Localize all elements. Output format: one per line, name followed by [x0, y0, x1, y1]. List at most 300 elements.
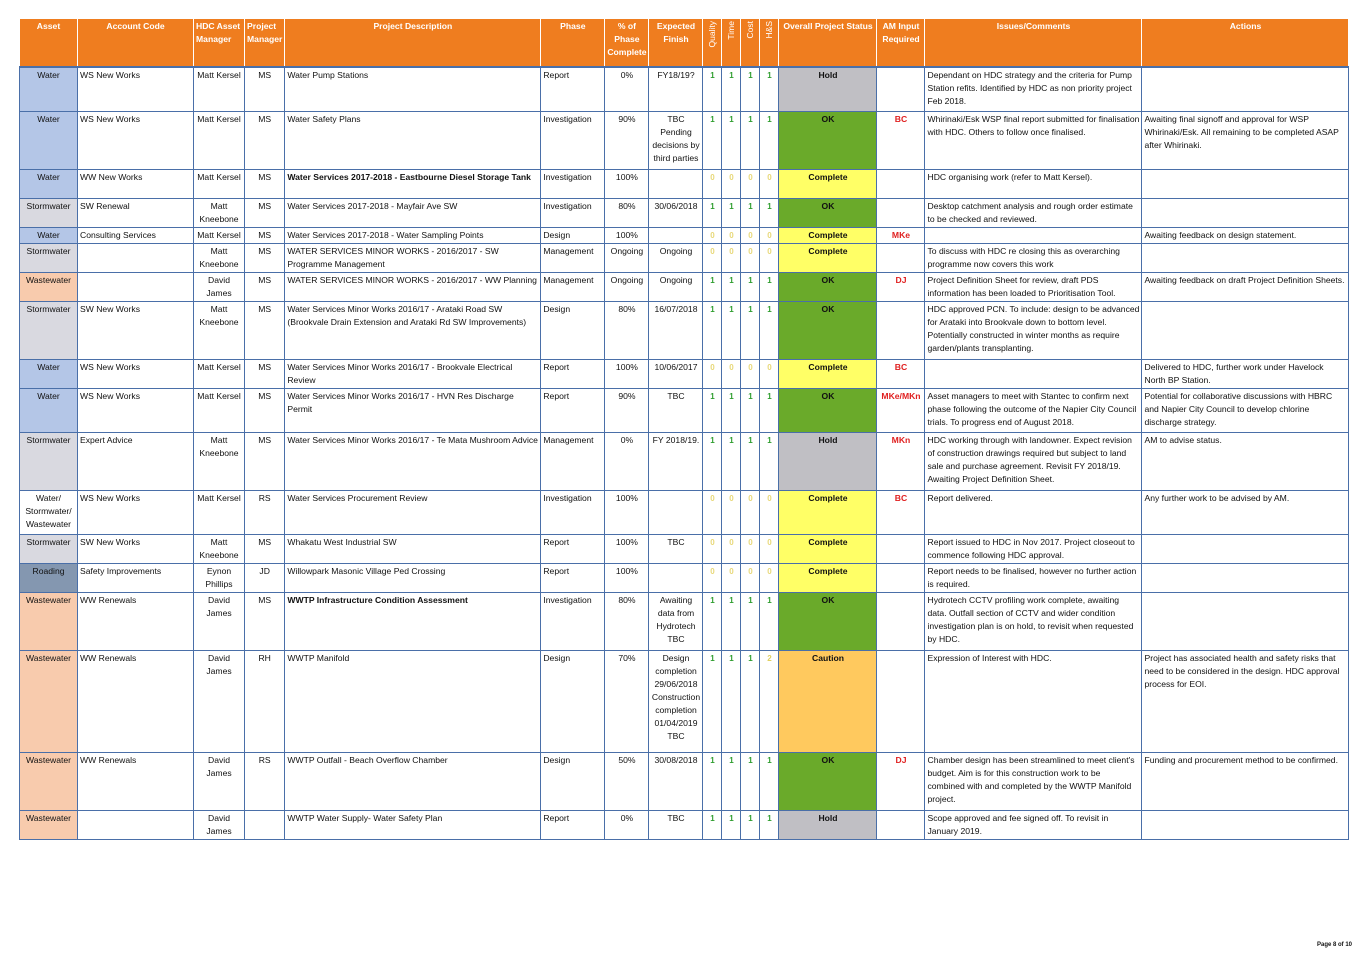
- phase-complete-cell: Ongoing: [605, 272, 649, 301]
- cost-score: 1: [741, 111, 760, 169]
- asset-cell: Water: [20, 111, 78, 169]
- account-code-cell: [78, 810, 194, 839]
- phase-complete-cell: 100%: [605, 490, 649, 534]
- hdc-asset-manager-cell: Matt Kneebone: [194, 243, 245, 272]
- am-input-cell: [877, 198, 925, 227]
- table-row: [20, 301, 1349, 359]
- hs-score: 0: [760, 563, 779, 592]
- table-row: [20, 198, 1349, 227]
- actions-cell: [1142, 534, 1349, 563]
- issues-cell: HDC working through with landowner. Expect revision of construction drawings required but subject to land sale and purchase agreement. Revisit FY 2018/19. Awaiting Project Definition Sheet.: [925, 432, 1142, 490]
- account-code-cell: Consulting Services: [78, 227, 194, 243]
- hdc-asset-manager-cell: Matt Kersel: [194, 169, 245, 198]
- overall-status-cell: Complete: [779, 490, 877, 534]
- header-project-manager: Project Manager: [245, 19, 285, 68]
- asset-cell: Water: [20, 169, 78, 198]
- project-manager-cell: MS: [245, 388, 285, 432]
- project-description-cell: Water Services 2017-2018 - Mayfair Ave SW: [285, 198, 541, 227]
- project-manager-cell: [245, 810, 285, 839]
- cost-score: 1: [741, 198, 760, 227]
- phase-complete-cell: 100%: [605, 359, 649, 388]
- phase-cell: Design: [541, 227, 605, 243]
- expected-finish-cell: TBC: [649, 534, 703, 563]
- hdc-asset-manager-cell: Matt Kneebone: [194, 432, 245, 490]
- project-description-cell: Water Services Minor Works 2016/17 - Brookvale Electrical Review: [285, 359, 541, 388]
- phase-cell: Investigation: [541, 592, 605, 650]
- table-row: [20, 67, 1349, 111]
- hs-score: 1: [760, 301, 779, 359]
- quality-score: 1: [703, 432, 722, 490]
- phase-cell: Report: [541, 810, 605, 839]
- am-input-cell: BC: [877, 359, 925, 388]
- asset-cell: Stormwater: [20, 243, 78, 272]
- header-cost: [741, 19, 760, 68]
- expected-finish-cell: Design completion 29/06/2018 Construction completion 01/04/2019 TBC: [649, 650, 703, 752]
- actions-cell: Potential for collaborative discussions with HBRC and Napier City Council to develop chlorine discharge strategy.: [1142, 388, 1349, 432]
- overall-status-cell: Caution: [779, 650, 877, 752]
- project-manager-cell: RS: [245, 752, 285, 810]
- account-code-cell: [78, 243, 194, 272]
- hs-score: 0: [760, 243, 779, 272]
- account-code-cell: SW Renewal: [78, 198, 194, 227]
- am-input-cell: BC: [877, 111, 925, 169]
- phase-complete-cell: 70%: [605, 650, 649, 752]
- project-description-cell: Water Pump Stations: [285, 67, 541, 111]
- table-row: [20, 359, 1349, 388]
- hdc-asset-manager-cell: Matt Kersel: [194, 227, 245, 243]
- time-score: 0: [722, 169, 741, 198]
- expected-finish-cell: 16/07/2018: [649, 301, 703, 359]
- hs-score: 1: [760, 67, 779, 111]
- asset-cell: Water: [20, 227, 78, 243]
- hdc-asset-manager-cell: David James: [194, 752, 245, 810]
- am-input-cell: [877, 592, 925, 650]
- quality-score: 0: [703, 490, 722, 534]
- issues-cell: Dependant on HDC strategy and the criteria for Pump Station refits. Identified by HDC as non priority project Feb 2018.: [925, 67, 1142, 111]
- phase-complete-cell: 100%: [605, 563, 649, 592]
- issues-cell: HDC approved PCN. To include: design to be advanced for Arataki into Brookvale down to bottom level. Potentially constructed in winter months as require garden/plants transplanting.: [925, 301, 1142, 359]
- table-row: [20, 227, 1349, 243]
- actions-cell: Delivered to HDC, further work under Havelock North BP Station.: [1142, 359, 1349, 388]
- cost-score: 0: [741, 534, 760, 563]
- hs-score: 1: [760, 752, 779, 810]
- quality-score: 0: [703, 359, 722, 388]
- phase-cell: Investigation: [541, 490, 605, 534]
- project-description-cell: WATER SERVICES MINOR WORKS - 2016/2017 - SW Programme Management: [285, 243, 541, 272]
- hdc-asset-manager-cell: Matt Kersel: [194, 490, 245, 534]
- project-manager-cell: MS: [245, 227, 285, 243]
- actions-cell: AM to advise status.: [1142, 432, 1349, 490]
- time-score: 1: [722, 67, 741, 111]
- project-manager-cell: MS: [245, 534, 285, 563]
- table-row: [20, 111, 1349, 169]
- time-score: 1: [722, 810, 741, 839]
- hdc-asset-manager-cell: Matt Kersel: [194, 388, 245, 432]
- header-quality: [703, 19, 722, 68]
- asset-cell: Water: [20, 67, 78, 111]
- actions-cell: Project has associated health and safety risks that need to be considered in the design. HDC approval process for EOI.: [1142, 650, 1349, 752]
- quality-score: 0: [703, 563, 722, 592]
- project-manager-cell: MS: [245, 592, 285, 650]
- header-time-label: Time: [725, 21, 736, 40]
- project-description-cell: Whakatu West Industrial SW: [285, 534, 541, 563]
- actions-cell: Awaiting final signoff and approval for WSP Whirinaki/Esk. All remaining to be completed ASAP after Whirinaki.: [1142, 111, 1349, 169]
- project-status-table: [19, 18, 1349, 840]
- quality-score: 0: [703, 227, 722, 243]
- expected-finish-cell: 30/06/2018: [649, 198, 703, 227]
- table-row: [20, 563, 1349, 592]
- quality-score: 1: [703, 650, 722, 752]
- hdc-asset-manager-cell: Matt Kneebone: [194, 198, 245, 227]
- overall-status-cell: Complete: [779, 243, 877, 272]
- am-input-cell: MKe: [877, 227, 925, 243]
- am-input-cell: MKe/MKn: [877, 388, 925, 432]
- project-description-cell: Water Safety Plans: [285, 111, 541, 169]
- cost-score: 0: [741, 563, 760, 592]
- am-input-cell: [877, 810, 925, 839]
- overall-status-cell: Complete: [779, 563, 877, 592]
- account-code-cell: WS New Works: [78, 67, 194, 111]
- table-row: [20, 243, 1349, 272]
- account-code-cell: Safety Improvements: [78, 563, 194, 592]
- phase-cell: Report: [541, 534, 605, 563]
- expected-finish-cell: Awaiting data from Hydrotech TBC: [649, 592, 703, 650]
- project-description-cell: WATER SERVICES MINOR WORKS - 2016/2017 - WW Planning: [285, 272, 541, 301]
- quality-score: 0: [703, 169, 722, 198]
- account-code-cell: SW New Works: [78, 534, 194, 563]
- issues-cell: Asset managers to meet with Stantec to confirm next phase following the outcome of the Napier City Council trials. To progress end of August 2018.: [925, 388, 1142, 432]
- expected-finish-cell: [649, 490, 703, 534]
- table-row: [20, 432, 1349, 490]
- phase-cell: Management: [541, 272, 605, 301]
- hs-score: 1: [760, 111, 779, 169]
- hdc-asset-manager-cell: Eynon Phillips: [194, 563, 245, 592]
- project-description-cell: Water Services Minor Works 2016/17 - Arataki Road SW (Brookvale Drain Extension and Arataki Rd SW Improvements): [285, 301, 541, 359]
- header-cost-label: Cost: [744, 21, 755, 39]
- phase-complete-cell: 90%: [605, 111, 649, 169]
- issues-cell: Report issued to HDC in Nov 2017. Project closeout to commence following HDC approval.: [925, 534, 1142, 563]
- hs-score: 1: [760, 272, 779, 301]
- overall-status-cell: Complete: [779, 359, 877, 388]
- overall-status-cell: OK: [779, 592, 877, 650]
- phase-cell: Report: [541, 563, 605, 592]
- hdc-asset-manager-cell: Matt Kersel: [194, 111, 245, 169]
- hdc-asset-manager-cell: David James: [194, 650, 245, 752]
- project-description-cell: Willowpark Masonic Village Ped Crossing: [285, 563, 541, 592]
- project-description-cell: Water Services 2017-2018 - Eastbourne Diesel Storage Tank: [285, 169, 541, 198]
- header-hdc-asset-manager: HDC Asset Manager: [194, 19, 245, 68]
- project-manager-cell: JD: [245, 563, 285, 592]
- project-description-cell: WWTP Manifold: [285, 650, 541, 752]
- hs-score: 0: [760, 490, 779, 534]
- phase-complete-cell: 0%: [605, 432, 649, 490]
- account-code-cell: WW Renewals: [78, 650, 194, 752]
- cost-score: 0: [741, 227, 760, 243]
- overall-status-cell: Hold: [779, 432, 877, 490]
- actions-cell: [1142, 67, 1349, 111]
- issues-cell: Project Definition Sheet for review, draft PDS information has been loaded to Prioritisation Tool.: [925, 272, 1142, 301]
- expected-finish-cell: 30/08/2018: [649, 752, 703, 810]
- actions-cell: Awaiting feedback on draft Project Definition Sheets.: [1142, 272, 1349, 301]
- table-row: [20, 650, 1349, 752]
- header-am-input: AM Input Required: [877, 19, 925, 68]
- expected-finish-cell: TBC: [649, 388, 703, 432]
- overall-status-cell: OK: [779, 198, 877, 227]
- asset-cell: Stormwater: [20, 198, 78, 227]
- asset-cell: Wastewater: [20, 810, 78, 839]
- phase-complete-cell: 50%: [605, 752, 649, 810]
- phase-cell: Design: [541, 650, 605, 752]
- overall-status-cell: Complete: [779, 227, 877, 243]
- actions-cell: [1142, 169, 1349, 198]
- hs-score: 2: [760, 650, 779, 752]
- quality-score: 1: [703, 388, 722, 432]
- cost-score: 1: [741, 388, 760, 432]
- header-overall-status: Overall Project Status: [779, 19, 877, 68]
- cost-score: 0: [741, 359, 760, 388]
- actions-cell: Funding and procurement method to be confirmed.: [1142, 752, 1349, 810]
- hs-score: 1: [760, 198, 779, 227]
- am-input-cell: [877, 169, 925, 198]
- actions-cell: [1142, 301, 1349, 359]
- project-description-cell: WWTP Water Supply- Water Safety Plan: [285, 810, 541, 839]
- table-row: [20, 752, 1349, 810]
- quality-score: 0: [703, 534, 722, 563]
- project-description-cell: Water Services Minor Works 2016/17 - Te Mata Mushroom Advice: [285, 432, 541, 490]
- time-score: 0: [722, 490, 741, 534]
- asset-cell: Stormwater: [20, 301, 78, 359]
- overall-status-cell: OK: [779, 752, 877, 810]
- header-time: [722, 19, 741, 68]
- phase-cell: Design: [541, 752, 605, 810]
- project-description-cell: Water Services Procurement Review: [285, 490, 541, 534]
- hdc-asset-manager-cell: Matt Kersel: [194, 359, 245, 388]
- issues-cell: [925, 227, 1142, 243]
- time-score: 0: [722, 359, 741, 388]
- project-manager-cell: MS: [245, 198, 285, 227]
- overall-status-cell: Hold: [779, 67, 877, 111]
- am-input-cell: BC: [877, 490, 925, 534]
- quality-score: 1: [703, 198, 722, 227]
- header-hs-label: H&S: [763, 21, 774, 39]
- expected-finish-cell: TBC: [649, 810, 703, 839]
- asset-cell: Wastewater: [20, 592, 78, 650]
- overall-status-cell: Hold: [779, 810, 877, 839]
- expected-finish-cell: [649, 563, 703, 592]
- time-score: 1: [722, 111, 741, 169]
- issues-cell: [925, 359, 1142, 388]
- phase-complete-cell: 80%: [605, 198, 649, 227]
- account-code-cell: WS New Works: [78, 111, 194, 169]
- hs-score: 1: [760, 592, 779, 650]
- project-description-cell: Water Services Minor Works 2016/17 - HVN Res Discharge Permit: [285, 388, 541, 432]
- header-hs: [760, 19, 779, 68]
- header-quality-label: Quality: [706, 21, 717, 48]
- expected-finish-cell: 10/06/2017: [649, 359, 703, 388]
- hdc-asset-manager-cell: Matt Kneebone: [194, 301, 245, 359]
- actions-cell: Awaiting feedback on design statement.: [1142, 227, 1349, 243]
- time-score: 0: [722, 227, 741, 243]
- page-number: Page 8 of 10: [1316, 942, 1352, 948]
- overall-status-cell: Complete: [779, 169, 877, 198]
- time-score: 1: [722, 432, 741, 490]
- phase-cell: Investigation: [541, 169, 605, 198]
- expected-finish-cell: Ongoing: [649, 272, 703, 301]
- hs-score: 0: [760, 169, 779, 198]
- project-manager-cell: MS: [245, 67, 285, 111]
- cost-score: 0: [741, 243, 760, 272]
- expected-finish-cell: [649, 227, 703, 243]
- asset-cell: Wastewater: [20, 272, 78, 301]
- project-manager-cell: RH: [245, 650, 285, 752]
- expected-finish-cell: [649, 169, 703, 198]
- expected-finish-cell: FY18/19?: [649, 67, 703, 111]
- project-manager-cell: RS: [245, 490, 285, 534]
- cost-score: 0: [741, 490, 760, 534]
- asset-cell: Water/ Stormwater/ Wastewater: [20, 490, 78, 534]
- issues-cell: Desktop catchment analysis and rough order estimate to be checked and reviewed.: [925, 198, 1142, 227]
- am-input-cell: MKn: [877, 432, 925, 490]
- cost-score: 1: [741, 752, 760, 810]
- phase-complete-cell: 90%: [605, 388, 649, 432]
- account-code-cell: WS New Works: [78, 388, 194, 432]
- phase-cell: Investigation: [541, 111, 605, 169]
- quality-score: 1: [703, 810, 722, 839]
- header-row: [20, 19, 1349, 68]
- cost-score: 1: [741, 301, 760, 359]
- issues-cell: Chamber design has been streamlined to meet client's budget. Aim is for this construction work to be combined with and completed by the WWTP Manifold project.: [925, 752, 1142, 810]
- project-manager-cell: MS: [245, 432, 285, 490]
- time-score: 0: [722, 563, 741, 592]
- table-row: [20, 490, 1349, 534]
- time-score: 1: [722, 752, 741, 810]
- table-row: [20, 534, 1349, 563]
- project-manager-cell: MS: [245, 301, 285, 359]
- project-manager-cell: MS: [245, 359, 285, 388]
- header-pct-complete: % of Phase Complete: [605, 19, 649, 68]
- cost-score: 0: [741, 169, 760, 198]
- phase-cell: Report: [541, 359, 605, 388]
- am-input-cell: DJ: [877, 752, 925, 810]
- account-code-cell: WS New Works: [78, 490, 194, 534]
- am-input-cell: [877, 301, 925, 359]
- project-manager-cell: MS: [245, 111, 285, 169]
- asset-cell: Stormwater: [20, 432, 78, 490]
- issues-cell: Whirinaki/Esk WSP final report submitted for finalisation with HDC. Others to follow once finalised.: [925, 111, 1142, 169]
- am-input-cell: [877, 67, 925, 111]
- time-score: 1: [722, 301, 741, 359]
- overall-status-cell: OK: [779, 301, 877, 359]
- header-project-description: Project Description: [285, 19, 541, 68]
- am-input-cell: [877, 563, 925, 592]
- phase-cell: Investigation: [541, 198, 605, 227]
- quality-score: 0: [703, 243, 722, 272]
- hdc-asset-manager-cell: David James: [194, 810, 245, 839]
- issues-cell: Report needs to be finalised, however no further action is required.: [925, 563, 1142, 592]
- time-score: 0: [722, 243, 741, 272]
- actions-cell: [1142, 243, 1349, 272]
- hdc-asset-manager-cell: Matt Kneebone: [194, 534, 245, 563]
- issues-cell: Report delivered.: [925, 490, 1142, 534]
- account-code-cell: WW New Works: [78, 169, 194, 198]
- actions-cell: [1142, 592, 1349, 650]
- am-input-cell: [877, 650, 925, 752]
- table-row: [20, 272, 1349, 301]
- actions-cell: [1142, 810, 1349, 839]
- time-score: 1: [722, 592, 741, 650]
- actions-cell: [1142, 198, 1349, 227]
- header-actions: Actions: [1142, 19, 1349, 68]
- am-input-cell: [877, 243, 925, 272]
- asset-cell: Wastewater: [20, 752, 78, 810]
- time-score: 0: [722, 534, 741, 563]
- project-manager-cell: MS: [245, 169, 285, 198]
- hdc-asset-manager-cell: David James: [194, 592, 245, 650]
- quality-score: 1: [703, 67, 722, 111]
- table-row: [20, 169, 1349, 198]
- table-row: [20, 388, 1349, 432]
- phase-cell: Report: [541, 67, 605, 111]
- hs-score: 0: [760, 227, 779, 243]
- overall-status-cell: OK: [779, 272, 877, 301]
- header-account-code: Account Code: [78, 19, 194, 68]
- cost-score: 1: [741, 432, 760, 490]
- time-score: 1: [722, 198, 741, 227]
- account-code-cell: SW New Works: [78, 301, 194, 359]
- am-input-cell: DJ: [877, 272, 925, 301]
- header-expected-finish: Expected Finish: [649, 19, 703, 68]
- issues-cell: HDC organising work (refer to Matt Kersel).: [925, 169, 1142, 198]
- quality-score: 1: [703, 272, 722, 301]
- quality-score: 1: [703, 752, 722, 810]
- actions-cell: Any further work to be advised by AM.: [1142, 490, 1349, 534]
- hs-score: 0: [760, 534, 779, 563]
- asset-cell: Wastewater: [20, 650, 78, 752]
- phase-complete-cell: 100%: [605, 227, 649, 243]
- hs-score: 1: [760, 388, 779, 432]
- header-phase: Phase: [541, 19, 605, 68]
- quality-score: 1: [703, 301, 722, 359]
- project-manager-cell: MS: [245, 243, 285, 272]
- quality-score: 1: [703, 111, 722, 169]
- time-score: 1: [722, 272, 741, 301]
- hs-score: 1: [760, 432, 779, 490]
- overall-status-cell: OK: [779, 388, 877, 432]
- phase-cell: Management: [541, 432, 605, 490]
- phase-complete-cell: 100%: [605, 534, 649, 563]
- cost-score: 1: [741, 810, 760, 839]
- asset-cell: Roading: [20, 563, 78, 592]
- actions-cell: [1142, 563, 1349, 592]
- account-code-cell: WS New Works: [78, 359, 194, 388]
- cost-score: 1: [741, 272, 760, 301]
- asset-cell: Water: [20, 359, 78, 388]
- time-score: 1: [722, 388, 741, 432]
- phase-cell: Management: [541, 243, 605, 272]
- asset-cell: Stormwater: [20, 534, 78, 563]
- header-asset: Asset: [20, 19, 78, 68]
- time-score: 1: [722, 650, 741, 752]
- issues-cell: Scope approved and fee signed off. To revisit in January 2019.: [925, 810, 1142, 839]
- account-code-cell: WW Renewals: [78, 752, 194, 810]
- expected-finish-cell: Ongoing: [649, 243, 703, 272]
- expected-finish-cell: FY 2018/19.: [649, 432, 703, 490]
- phase-complete-cell: 100%: [605, 169, 649, 198]
- am-input-cell: [877, 534, 925, 563]
- hs-score: 0: [760, 359, 779, 388]
- cost-score: 1: [741, 592, 760, 650]
- phase-complete-cell: 80%: [605, 301, 649, 359]
